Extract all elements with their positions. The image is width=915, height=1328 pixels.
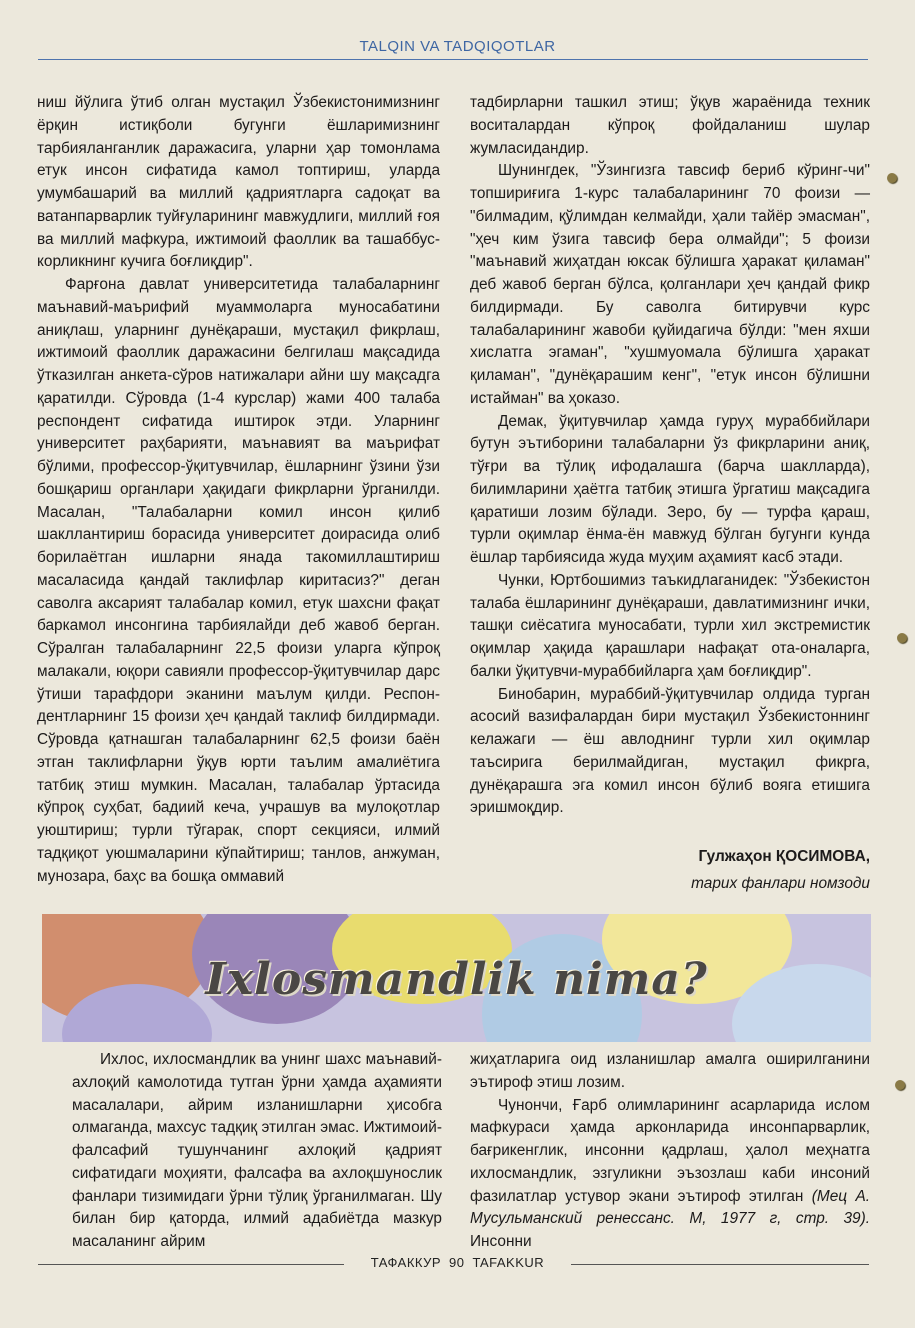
footer-divider-left [38,1264,344,1265]
binding-hole [895,1080,905,1090]
paragraph-text: Чунончи, Ғарб олимларининг асарларида ислом мафкураси ҳамда арконларида инсонпарварлик, бағрикенглик, инсонни қадрлаш, ҳалол меҳнатга ихлосмандлик, эзгуликни эъзозлаш каби инсоний фазилатлар устувор экани эътироф этилган [470,1096,870,1205]
paragraph: Фарғона давлат университетида талабаларнинг маънавий-маърифий муаммоларга муносабатини аниқлаш, уларнинг дунёқараши, мустақил фикрлаш, ижтимоий фаоллик даражасини белгилаш мақсадида ўтказилган анкета-сўров натижалари айни шу мақсадга қаратилди. Сўровда (1-4 курслар) жами 400 талаба респондент сифатида иштирок этди. Уларнинг университет раҳбарияти, маънавият ва маърифат бўлими, профессор-ўқитувчилар, ёшларнинг ўзини ўзи бошқариш органлари ҳақидаги фикрларни ўрганилди. Масалан, "Талабаларни комил инсон қилиб шакллантириш борасида университет доирасида олиб борилаётган ишларни янада такомиллаштириш масаласида қандай таклифлар киритасиз?" деган саволга аксарият талабалар комил, етук шахсни фақат баркамол инсонгина тарбиялайди деб жавоб берган. Сўралган талабаларнинг 22,5 фоизи уларга кўпроқ малакали, юқори савияли профессор-ўқитувчилар дарс ўтиши тарафдори эканини маълум қилди. Респондентларнинг 15 фоизи ҳеч қандай таклиф билдирмади. Сўровда қатнашган талабаларнинг 62,5 фоизи баён этган таклифларни ўқув юрти таълим амалиётига татбиқ этиш мумкин. Масалан, талабалар ўртасида кўпроқ суҳбат, бадиий кеча, учрашув ва мулоқотлар уюштириш; турли тўгарак, спорт секцияси, илмий тадқиқот уюшмаларини кўпайтириш; танлов, анжуман, мунозара, баҳс ва бошқа оммавий [37,276,440,885]
article2-column-2 [470,1049,870,1254]
footer-magazine-name-cyrillic: ТАФАККУР [370,1255,442,1270]
paragraph: ниш йўлига ўтиб олган мустақил Ўзбекистонимизнинг ёрқин истиқболи бугунги ёшларимизнинг тарбияланганлик даражасига, уларни ҳар томонлама етук инсон сифатида камол топтириш, уларда умумбашарий ва миллий қадриятларга садоқат ва ватанпарварлик туйғуларининг мавжудлиги, миллий ғоя ва миллий мафкура, ижтимоий фаоллик ва ташаббускорликнинг кучига боғлиқдир". [37,94,440,271]
footer-divider-right [571,1264,869,1265]
paragraph: Шунингдек, "Ўзингизга тавсиф бериб кўринг-чи" топшириғига 1-курс талабаларининг 70 фоизи — "билмадим, қўлимдан келмайди, ҳали тайёр эмасман", "ҳеч ким ўзига тавсиф бера олмайди"; 5 фоизи "маънавий жиҳатдан юксак бўлишга ҳаракат қиламан" деб жавоб берган бўлса, қолганлари ҳеч қандай фикр билдирмади. Бу саволга битирувчи курс талабаларининг жавоби қуйидагича бўлди: "мен яхши хислатга эгаман", "хушмуомала бўлишга ҳаракат қиламан", "дунёқарашим кенг", "етук инсон бўлишни истайман" ва ҳоказо. [470,162,870,407]
section-title: TALQIN VA TADQIQOTLAR [359,38,556,55]
paragraph: Чунки, Юртбошимиз таъкидлаганидек: "Ўзбекистон талаба ёшларининг дунёқараши, давлатимизнинг ички, ташқи сиёсатига муносабати, турли хил экстремистик оқимлар ҳақида қарашлари нафақат ота-оналарга, балки ўқитувчи-мураббийларга ҳам боғлиқдир". [470,571,870,680]
paragraph: тадбирларни ташкил этиш; ўқув жараёнида техник воситалардан кўпроқ фойдаланиш шулар жумласидандир. [470,94,870,157]
paragraph [470,1095,870,1254]
article2-column-1 [72,1049,442,1254]
binding-hole [897,633,907,643]
author-title: тарих фанлари номзоди [691,875,870,892]
footer-magazine-name-latin: TAFAKKUR [472,1255,545,1270]
article-column-2 [470,92,870,820]
page-footer [344,1255,571,1270]
paragraph: Ихлос, ихлосмандлик ва унинг шахс маънавий-ахлоқий камолотида тутган ўрни ҳамда аҳамияти масалалари, айрим изланишларни ҳисобга олмаганда, махсус тадқиқ этилган эмас. Ижтимоий-фалсафий тушунчанинг ахлоқий қадрият сифатидаги моҳияти, фалсафа ва ахлоқшунослик фанлари тизимидаги ўрни тўлиқ ўрганилмаган. Шу билан бир қаторда, илмий адабиётда мазкур масаланинг айрим [72,1051,442,1250]
binding-hole [887,173,897,183]
article-column-1 [37,92,440,888]
page-number: 90 [449,1255,465,1270]
paragraph: Демак, ўқитувчилар ҳамда гуруҳ мураббийлари бутун эътиборини талабаларни ўз фикрларини аниқ, тўғри ва тўлиқ ифодалашга (барча шаклларда), билимларини ҳаётга татбиқ этишга ўргатиш мақсадига қаратиши лозим бўлади. Зеро, бу — турфа қараш, турли оқимлар ёнма-ён мавжуд бўлган бугунги кунда ёшлар тарбиясида жуда муҳим аҳамият касб этади. [470,412,870,566]
author-name: Гулжаҳон ҚОСИМОВА, [698,848,870,865]
citation: (Мец А. Мусульманский ренессанс. М, 1977 г, стр. 39). [470,1187,870,1228]
banner-title: Ixlosmandlik nima? [205,954,708,1005]
paragraph: Бинобарин, мураббий-ўқитувчилар олдида турган асосий вазифалардан бири мустақил Ўзбекистоннинг келажаги — ёш авлоднинг турли хил оқимлар таъсирига берилмайдиган, мустақил фикрга, дунёқарашга эга комил инсон бўлиб вояга етишига эришмоқдир. [470,685,870,817]
header-divider [38,59,868,60]
paragraph-text: Инсонни [470,1233,532,1250]
paragraph: жиҳатларига оид изланишлар амалга оширилганини эътироф этиш лозим. [470,1051,870,1091]
article-banner [42,914,871,1042]
